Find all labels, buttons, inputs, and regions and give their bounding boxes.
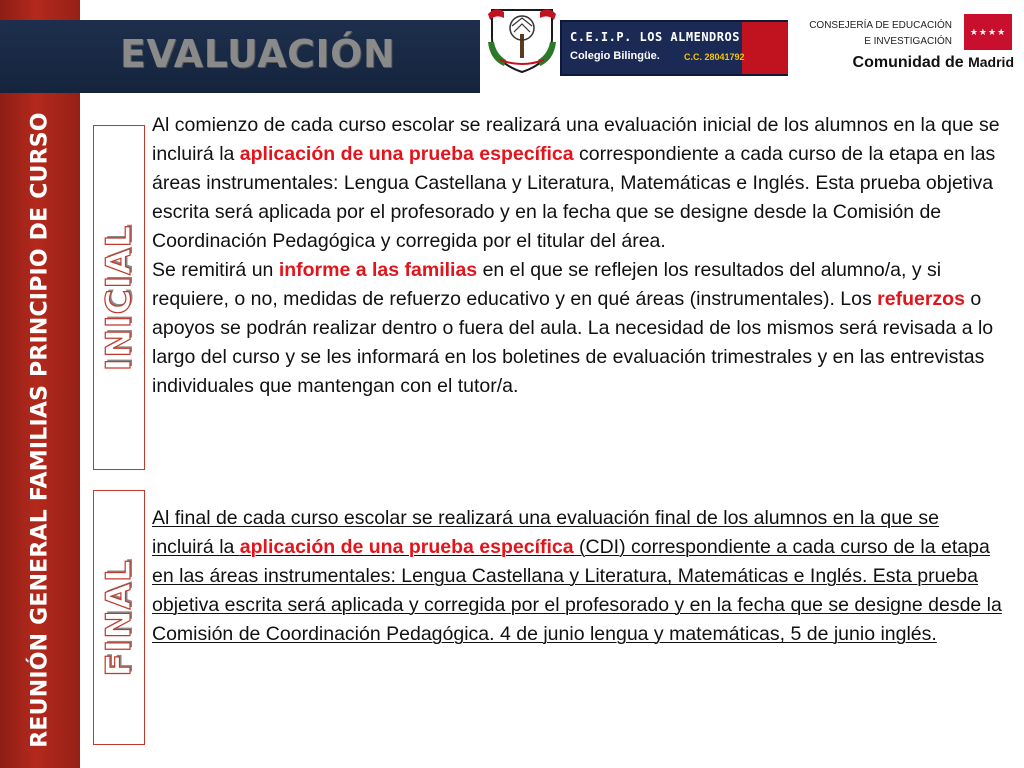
inicial-text-1a: Al comienzo de cada curso escolar se realizará una evaluación inicial de los alumnos en la que se incluirá la [152,114,1000,165]
comunidad-label: Comunidad de [852,54,964,71]
side-band [0,0,80,768]
consejeria-line1: CONSEJERÍA DE EDUCACIÓN [809,20,952,31]
school-crest-icon [486,4,558,74]
final-label: FINAL [99,558,139,677]
school-logo [486,4,790,74]
inicial-text-2b: en el que se reflejen los resultados del alumno/a, y si requiere, o no, medidas de refuerzo educativo y en qué áreas (instrumentales). Los [152,259,942,310]
school-red-strip [742,22,788,74]
school-name-box [560,20,788,76]
inicial-highlight-informe: informe a las familias [278,259,478,281]
final-text-b: (CDI) correspondiente a cada curso de la etapa en las áreas instrumentales: Lengua Castellana y Literatura, Matemáticas e Inglés. Esta prueba objetiva escrita será aplicada y corregida por el profesorado y en la fecha que se designe desde la Comisión de Coordinación Pedagógica. 4 de junio lengua y matemáticas, 5 de junio inglés. [152,536,1002,645]
inicial-label: INICIAL [99,224,139,371]
page-title: EVALUACIÓN [120,32,396,76]
title-bar [0,20,480,93]
madrid-flag-icon: ★★★★ [964,14,1012,50]
madrid-label: Madrid [968,54,1014,70]
inicial-text-1b: correspondiente a cada curso de la etapa en las áreas instrumentales: Lengua Castellana y Literatura, Matemáticas e Inglés. Esta prueba objetiva escrita será aplicada por el profesorado y en la fecha que se designe desde la Comisión de Coordinación Pedagógica y corregida por el titular del área. [152,143,996,252]
inicial-text-2c: o apoyos se podrán realizar dentro o fuera del aula. La necesidad de los mismos será revisada a lo largo del curso y se les informará en los boletines de evaluación trimestrales y en las entrevistas individuales que mantengan con el tutor/a. [152,288,994,397]
inicial-highlight-refuerzos: refuerzos [877,288,965,310]
comunidad-name [853,54,1014,72]
school-subtitle: Colegio Bilingüe. [570,50,660,62]
final-text-a: Al final de cada curso escolar se realizará una evaluación final de los alumnos en la que se incluirá la [152,507,939,558]
inicial-label-box [93,125,145,470]
inicial-highlight-prueba: aplicación de una prueba específica [239,143,574,165]
consejeria-logo [800,12,1020,82]
school-code: C.C. 28041792 [684,52,745,62]
inicial-paragraph [152,111,1002,401]
final-paragraph [152,504,1002,649]
school-name: C.E.I.P. LOS ALMENDROS [570,30,740,44]
final-label-box [93,490,145,745]
consejeria-line2: E INVESTIGACIÓN [864,36,952,47]
final-highlight-prueba: aplicación de una prueba específica [239,536,579,558]
inicial-text-2a: Se remitirá un [152,259,279,281]
meeting-title-vertical: REUNIÓN GENERAL FAMILIAS PRINCIPIO DE CURSO [27,112,53,748]
